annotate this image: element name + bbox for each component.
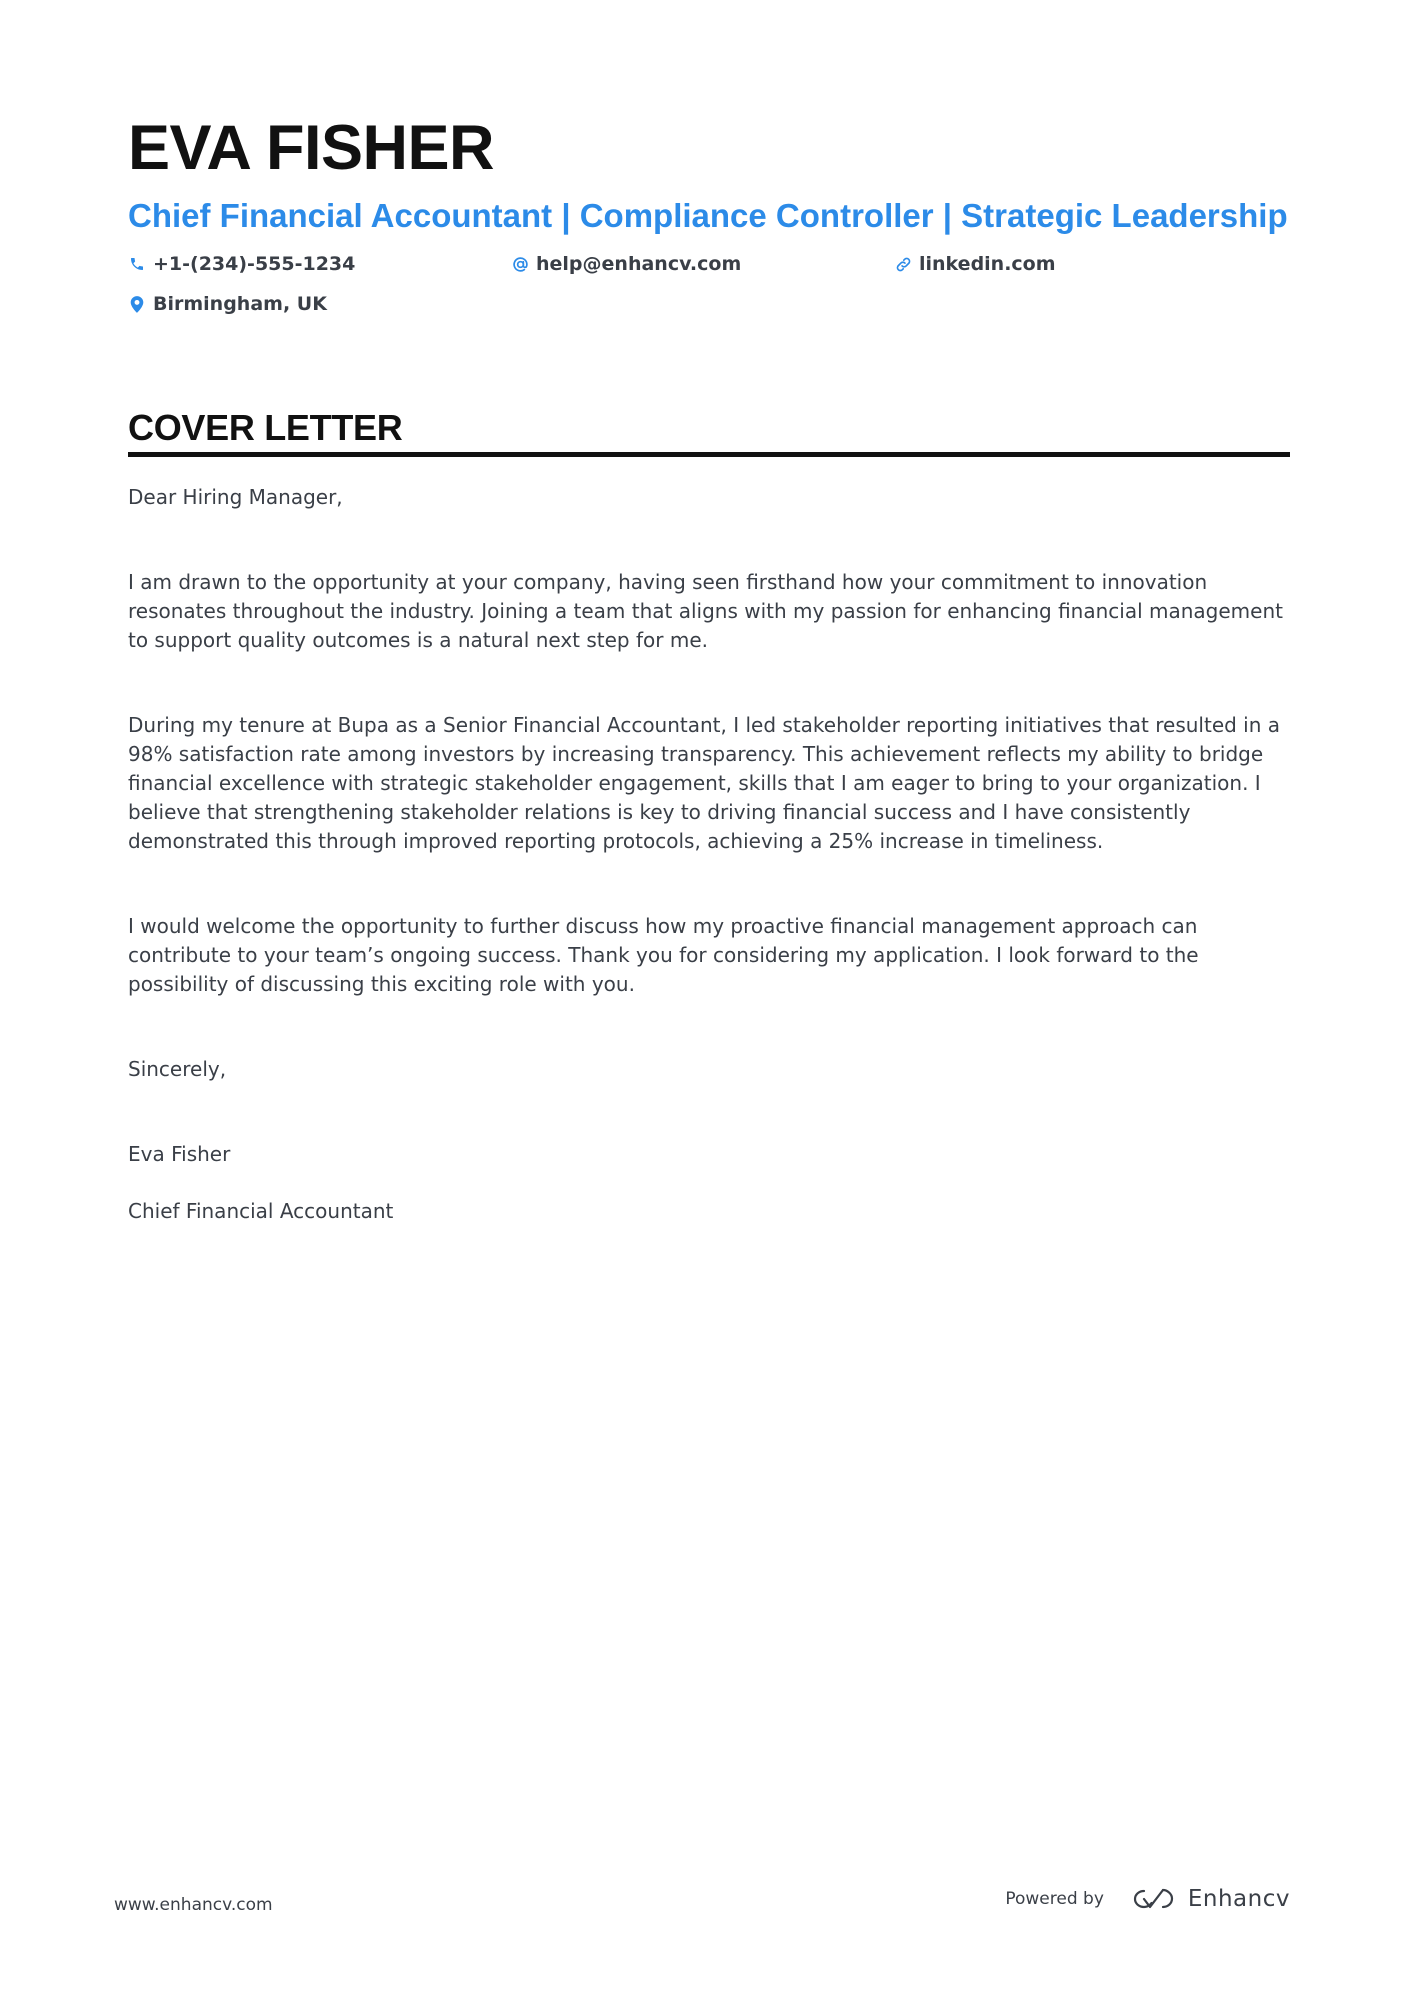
location-text: Birmingham, UK xyxy=(153,293,327,315)
phone-icon xyxy=(128,255,146,273)
letter-paragraph: During my tenure at Bupa as a Senior Financial Accountant, I led stakeholder reporting initiatives that resulted in a 98% satisfaction rate among investors by increasing transparency. This achievement reflects my ability to bridge financial excellence with strategic stakeholder engagement, skills that I am eager to bring to your organization. I believe that strengthening stakeholder relations is key to driving financial success and I have consistently demonstrated this through improved reporting protocols, achieving a 25% increase in timeliness. xyxy=(128,713,1281,853)
letter-greeting: Dear Hiring Manager, xyxy=(128,485,343,509)
resume-page xyxy=(128,110,1290,1226)
at-icon xyxy=(511,255,529,273)
email-text: help@enhancv.com xyxy=(536,253,742,275)
letter-paragraph: I would welcome the opportunity to further discuss how my proactive financial management approach can contribute to your team’s ongoing success. Thank you for considering my application. I look forward to the possibility of discussing this exciting role with you. xyxy=(128,914,1199,996)
brand-name: Enhancv xyxy=(1187,1886,1290,1912)
enhancv-logo-icon xyxy=(1130,1886,1178,1912)
letter-paragraph: I am drawn to the opportunity at your company, having seen firsthand how your commitment to innovation resonates throughout the industry. Joining a team that aligns with my passion for enhancing financial management to support quality outcomes is a natural next step for me. xyxy=(128,570,1283,652)
location-pin-icon xyxy=(128,295,146,313)
signature-title: Chief Financial Accountant xyxy=(128,1199,394,1223)
signature-name: Eva Fisher xyxy=(128,1142,231,1166)
section-divider xyxy=(128,452,1290,457)
contact-phone[interactable] xyxy=(128,250,355,278)
enhancv-logo[interactable] xyxy=(1130,1886,1290,1912)
contact-location xyxy=(128,290,327,318)
footer-branding xyxy=(1005,1886,1290,1912)
phone-text: +1-(234)-555-1234 xyxy=(153,253,356,275)
link-icon xyxy=(894,255,912,273)
letter-body xyxy=(128,483,1290,1226)
candidate-headline: Chief Financial Accountant | Compliance Controller | Strategic Leadership xyxy=(128,197,1288,234)
candidate-name: EVA FISHER xyxy=(128,113,495,183)
footer-website-link[interactable]: www.enhancv.com xyxy=(114,1895,273,1915)
contact-email[interactable] xyxy=(511,250,741,278)
contact-linkedin[interactable] xyxy=(894,250,1056,278)
letter-closing: Sincerely, xyxy=(128,1057,227,1081)
section-title: COVER LETTER xyxy=(128,407,403,448)
linkedin-text: linkedin.com xyxy=(919,253,1056,275)
contact-info xyxy=(128,250,1290,330)
powered-by-label: Powered by xyxy=(1005,1889,1104,1909)
